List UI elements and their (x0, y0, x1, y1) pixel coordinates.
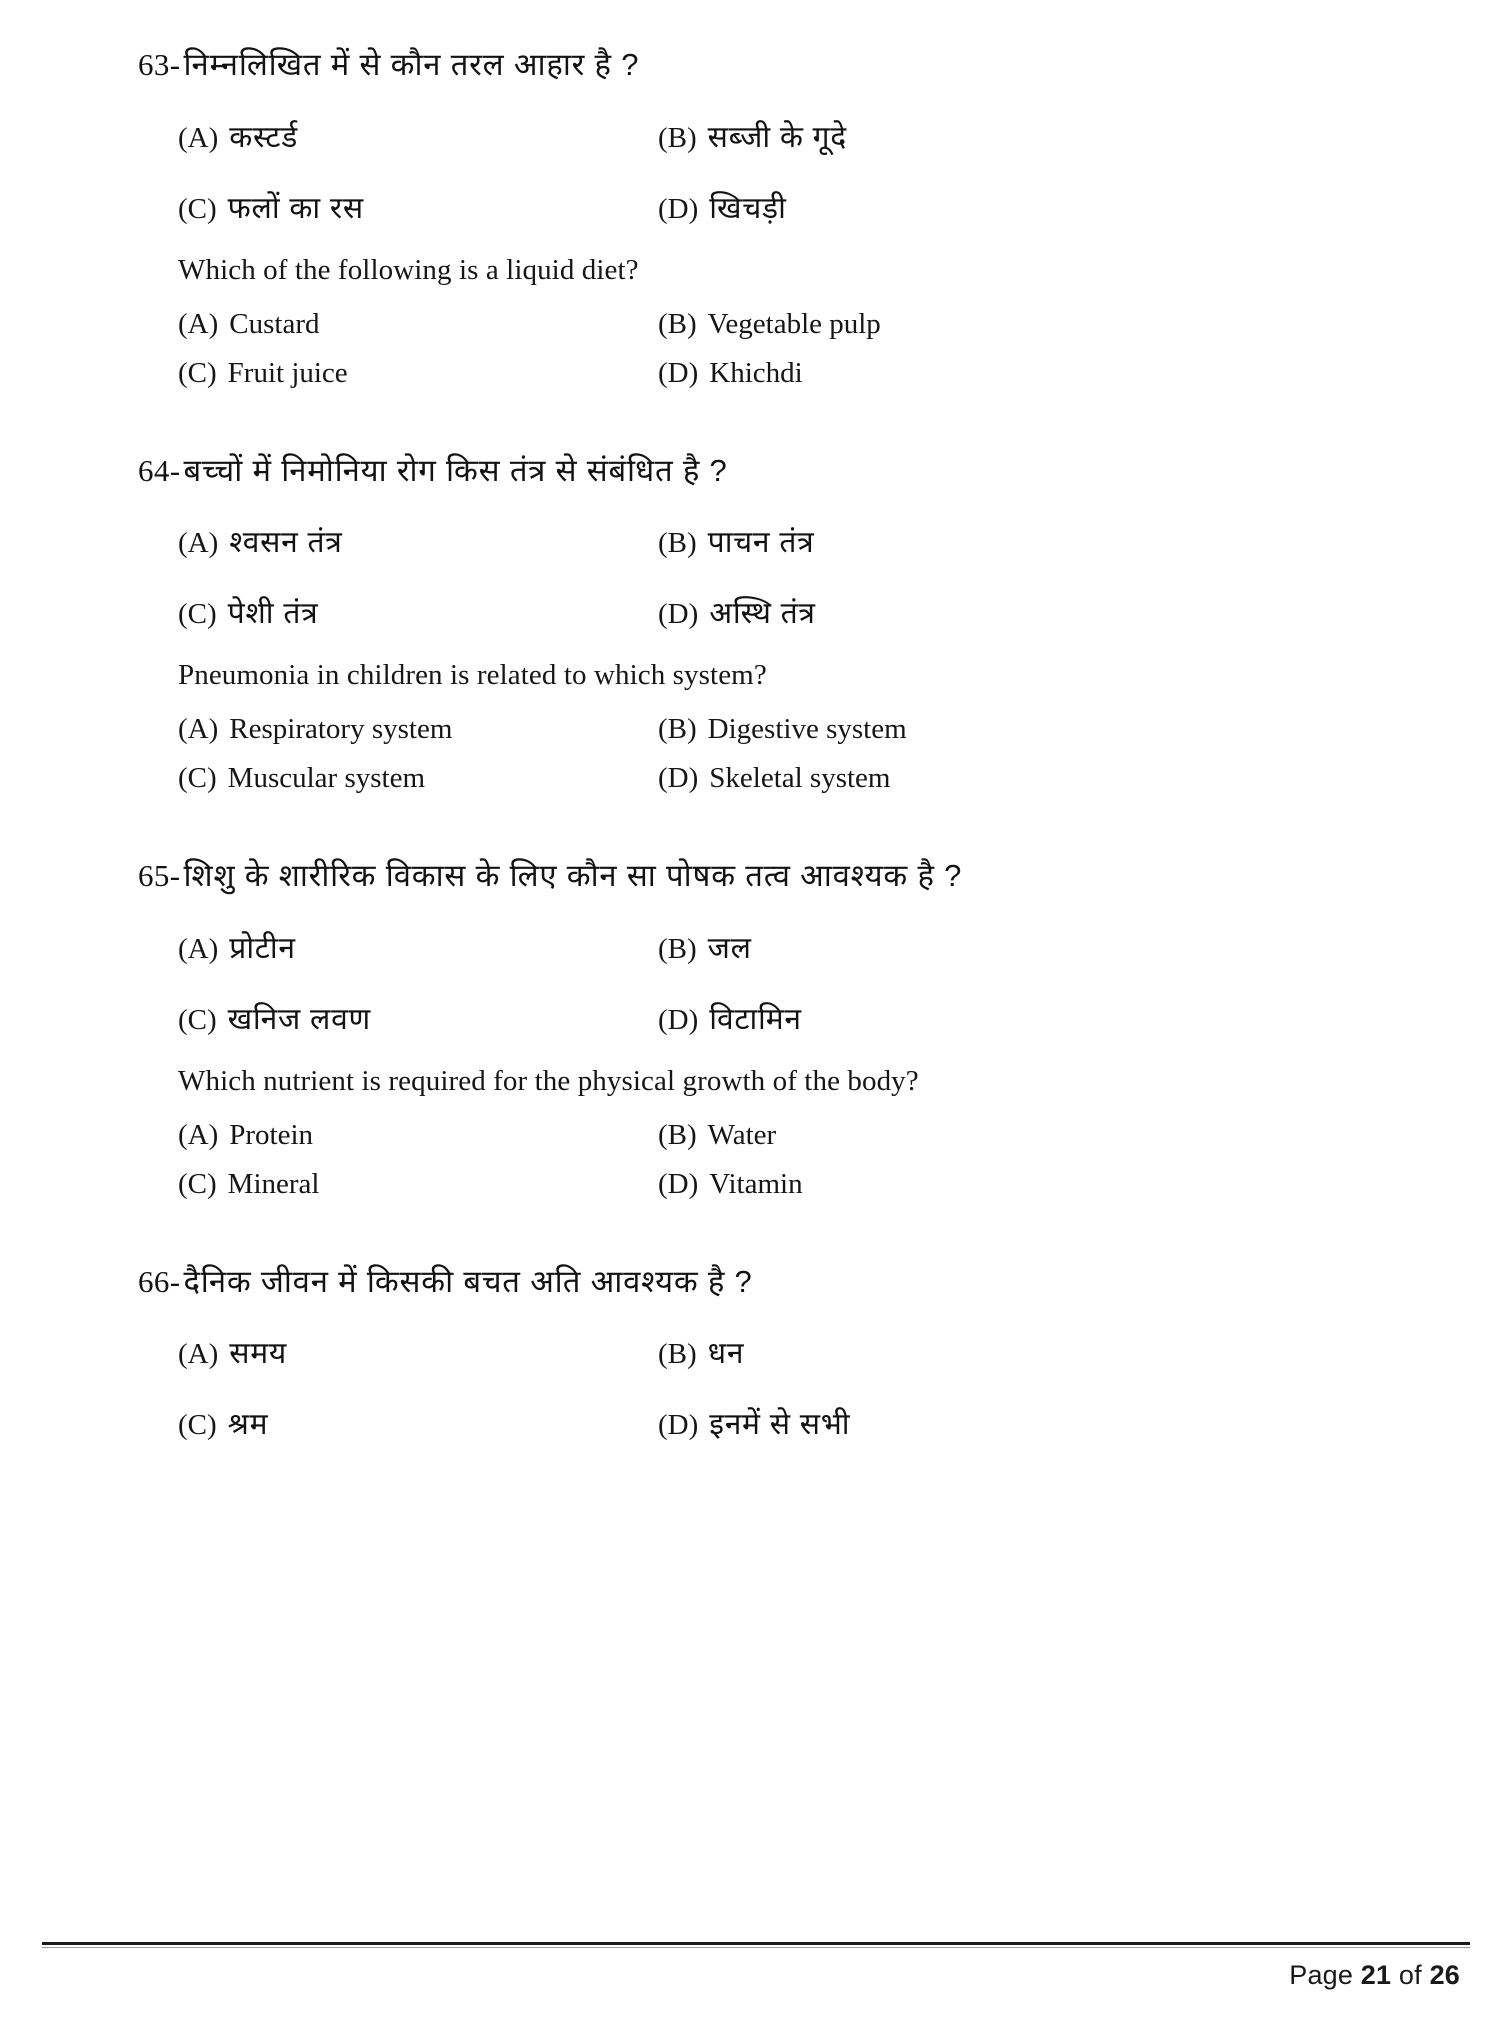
question-65-english-option-d[interactable] (658, 1168, 803, 1201)
option-text: Water (707, 1118, 777, 1151)
question-66-hindi-option-b[interactable] (658, 1331, 744, 1372)
option-text: Mineral (227, 1167, 320, 1200)
question-64-english-option-a[interactable] (178, 713, 658, 746)
question-64-english-options-row-2 (0, 762, 1505, 795)
question-64-hindi-option-a[interactable] (178, 520, 658, 561)
question-65-hindi-option-a[interactable] (178, 926, 658, 967)
question-63-hindi-stem (0, 46, 1505, 85)
question-64-hindi-options-row-1 (0, 520, 1505, 561)
question-63-english-option-a[interactable] (178, 308, 658, 341)
question-64-hindi-text: बच्चों में निमोनिया रोग किस तंत्र से संबंधित है ? (183, 452, 728, 488)
footer-total-pages: 26 (1429, 1960, 1460, 1990)
question-63-english-option-d[interactable] (658, 357, 803, 390)
option-label: (B) (658, 307, 697, 340)
question-65-hindi-options-row-2 (0, 997, 1505, 1038)
question-64-english-option-d[interactable] (658, 762, 891, 795)
question-64-english-option-b[interactable] (658, 713, 907, 746)
question-66-hindi-option-d[interactable] (658, 1402, 850, 1443)
question-65-hindi-options-row-1 (0, 926, 1505, 967)
option-label: (A) (178, 527, 219, 560)
option-text: इनमें से सभी (709, 1408, 851, 1442)
question-64-hindi-options-row-2 (0, 591, 1505, 632)
option-label: (D) (658, 1409, 699, 1442)
question-block-63 (0, 46, 1505, 390)
option-text: Khichdi (709, 356, 803, 389)
question-64-english-option-c[interactable] (178, 762, 658, 795)
option-label: (B) (658, 713, 697, 746)
question-65-english-option-b[interactable] (658, 1119, 776, 1152)
option-label: (B) (658, 1338, 697, 1371)
option-text: धन (707, 1337, 745, 1371)
question-66-hindi-option-c[interactable] (178, 1402, 658, 1443)
page-number-indicator (1289, 1960, 1460, 1991)
option-text: फलों का रस (227, 191, 364, 225)
question-65-hindi-text: शिशु के शारीरिक विकास के लिए कौन सा पोषक तत्व आवश्यक है ? (183, 858, 963, 894)
question-65-hindi-option-b[interactable] (658, 926, 752, 967)
question-63-number: 63- (138, 47, 181, 82)
question-block-64 (0, 452, 1505, 796)
option-label: (C) (178, 1003, 217, 1036)
option-text: Muscular system (227, 762, 426, 795)
option-text: समय (229, 1337, 287, 1371)
option-text: खिचड़ी (709, 191, 787, 225)
option-label: (D) (658, 356, 699, 389)
option-label: (B) (658, 1118, 697, 1151)
question-64-english-options-row-1 (0, 713, 1505, 746)
question-66-hindi-options-row-1 (0, 1331, 1505, 1372)
question-63-hindi-option-a[interactable] (178, 115, 658, 156)
option-label: (C) (178, 598, 217, 631)
question-65-english-stem: Which nutrient is required for the physical growth of the body? (178, 1064, 919, 1097)
option-text: पाचन तंत्र (707, 526, 815, 560)
question-64-hindi-stem (0, 452, 1505, 491)
question-65-english-option-c[interactable] (178, 1168, 658, 1201)
option-text: विटामिन (709, 1002, 802, 1036)
question-65-hindi-stem (0, 857, 1505, 896)
option-text: Vegetable pulp (707, 307, 881, 340)
question-63-hindi-options-row-2 (0, 186, 1505, 227)
option-text: प्रोटीन (229, 931, 296, 965)
option-text: Skeletal system (709, 762, 891, 795)
question-block-65 (0, 857, 1505, 1201)
question-65-english-option-a[interactable] (178, 1119, 658, 1152)
question-64-number: 64- (138, 452, 181, 488)
option-label: (C) (178, 1409, 217, 1442)
question-63-english-stem: Which of the following is a liquid diet? (178, 253, 639, 286)
option-text: खनिज लवण (227, 1002, 371, 1036)
option-label: (C) (178, 192, 217, 225)
option-label: (B) (658, 527, 697, 560)
option-text: Vitamin (709, 1167, 803, 1200)
question-64-hindi-option-c[interactable] (178, 591, 658, 632)
option-text: Fruit juice (227, 356, 348, 389)
question-65-english-options-row-2 (0, 1168, 1505, 1201)
option-label: (A) (178, 121, 219, 154)
question-65-hindi-option-d[interactable] (658, 997, 802, 1038)
option-text: श्रम (227, 1408, 269, 1442)
option-label: (B) (658, 932, 697, 965)
question-66-hindi-text: दैनिक जीवन में किसकी बचत अति आवश्यक है ? (183, 1263, 753, 1299)
option-label: (A) (178, 1338, 219, 1371)
option-label: (D) (658, 1003, 699, 1036)
question-65-number: 65- (138, 858, 181, 894)
question-63-english-options-row-1 (0, 308, 1505, 341)
question-64-hindi-option-d[interactable] (658, 591, 816, 632)
option-text: पेशी तंत्र (227, 597, 319, 631)
option-label: (A) (178, 713, 219, 746)
question-64-english-stem: Pneumonia in children is related to which system? (178, 659, 767, 692)
option-label: (D) (658, 192, 699, 225)
footer-divider (42, 1942, 1470, 1945)
option-text: Custard (229, 307, 320, 340)
option-text: Respiratory system (229, 713, 453, 746)
option-text: कस्टर्ड (229, 120, 298, 154)
option-text: जल (707, 931, 752, 965)
question-65-english-options-row-1 (0, 1119, 1505, 1152)
option-label: (C) (178, 1167, 217, 1200)
option-label: (D) (658, 762, 699, 795)
option-label: (D) (658, 598, 699, 631)
question-63-hindi-option-b[interactable] (658, 115, 847, 156)
footer-of-word: of (1391, 1960, 1430, 1990)
option-label: (C) (178, 762, 217, 795)
option-label: (A) (178, 932, 219, 965)
question-65-hindi-option-c[interactable] (178, 997, 658, 1038)
option-label: (B) (658, 121, 697, 154)
question-63-hindi-option-c[interactable] (178, 186, 658, 227)
question-63-english-options-row-2 (0, 357, 1505, 390)
question-66-hindi-options-row-2 (0, 1402, 1505, 1443)
option-label: (A) (178, 307, 219, 340)
option-text: श्वसन तंत्र (229, 526, 343, 560)
page-footer (0, 1914, 1505, 2034)
option-text: Digestive system (707, 713, 907, 746)
question-63-hindi-option-d[interactable] (658, 186, 787, 227)
option-label: (D) (658, 1167, 699, 1200)
question-66-hindi-stem (0, 1263, 1505, 1302)
question-63-hindi-options-row-1 (0, 115, 1505, 156)
question-64-hindi-option-b[interactable] (658, 520, 814, 561)
question-63-hindi-text: निम्नलिखित में से कौन तरल आहार है ? (183, 47, 640, 82)
footer-page-word: Page (1289, 1960, 1361, 1990)
question-63-english-option-c[interactable] (178, 357, 658, 390)
option-text: अस्थि तंत्र (709, 597, 816, 631)
question-66-hindi-option-a[interactable] (178, 1331, 658, 1372)
question-63-english-option-b[interactable] (658, 308, 881, 341)
question-block-66 (0, 1263, 1505, 1444)
option-text: Protein (229, 1118, 314, 1151)
option-label: (A) (178, 1118, 219, 1151)
question-66-number: 66- (138, 1263, 181, 1299)
footer-current-page: 21 (1360, 1960, 1392, 1990)
option-text: सब्जी के गूदे (707, 120, 847, 154)
option-label: (C) (178, 356, 217, 389)
